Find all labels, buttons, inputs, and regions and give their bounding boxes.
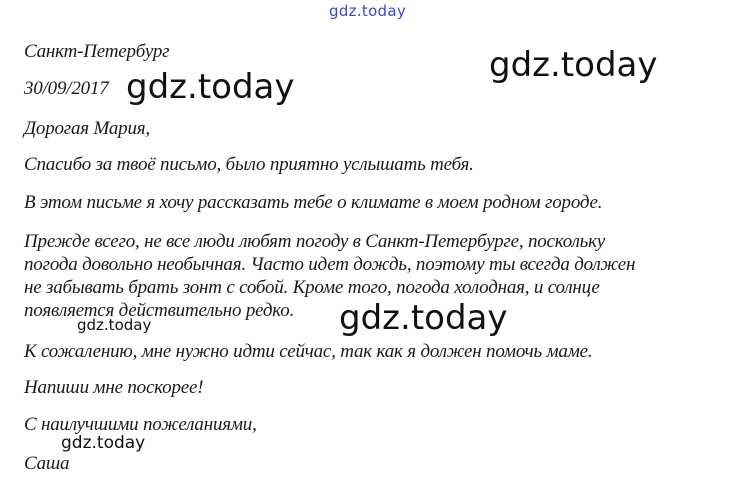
letter-regret: К сожалению, мне нужно идти сейчас, так как я должен помочь маме. xyxy=(24,341,593,362)
letter-body-line: не забывать брать зонт с собой. Кроме того, погода холодная, и солнце xyxy=(24,277,600,298)
watermark-small: gdz.today xyxy=(61,433,146,453)
letter-intro: В этом письме я хочу рассказать тебе о климате в моем родном городе. xyxy=(24,192,603,213)
letter-body-line: погода довольно необычная. Часто идет дождь, поэтому ты всегда должен xyxy=(24,254,636,275)
letter-request: Напиши мне поскорее! xyxy=(24,377,204,398)
letter-signature: Саша xyxy=(24,453,70,474)
watermark-large: gdz.today xyxy=(339,298,508,338)
watermark-top: gdz.today xyxy=(329,2,407,20)
letter-closing: С наилучшими пожеланиями, xyxy=(24,414,257,435)
letter-body-line: появляется действительно редко. xyxy=(24,300,295,321)
letter-city: Санкт-Петербург xyxy=(24,41,170,62)
letter-date: 30/09/2017 xyxy=(24,78,109,99)
letter-body-line: Прежде всего, не все люди любят погоду в Санкт-Петербурге, поскольку xyxy=(24,231,606,252)
letter-thanks: Спасибо за твоё письмо, было приятно услышать тебя. xyxy=(24,154,474,175)
letter-greeting: Дорогая Мария, xyxy=(24,118,150,139)
watermark-large: gdz.today xyxy=(126,67,295,107)
watermark-large: gdz.today xyxy=(489,45,658,85)
watermark-small: gdz.today xyxy=(77,316,152,334)
